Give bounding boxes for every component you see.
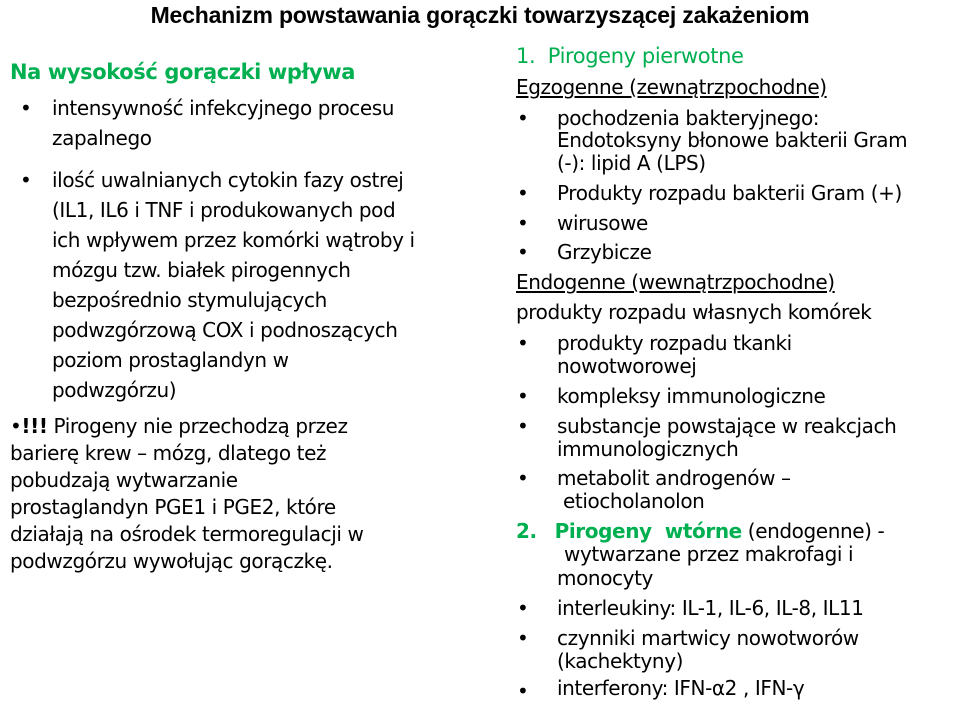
interferons-item: interferony: IFN-α2 , IFN-γ bbox=[557, 676, 805, 700]
left-warning-line4: prostaglandyn PGE1 i PGE2, które bbox=[10, 495, 336, 519]
left-b1-line2: zapalnego bbox=[52, 126, 152, 150]
substances-line1: substancje powstające w reakcjach bbox=[557, 414, 897, 438]
endogenous-subheading: produkty rozpadu własnych komórek bbox=[516, 300, 872, 324]
left-warning-line1 bbox=[10, 414, 348, 438]
left-warning-line3: pobudzają wytwarzanie bbox=[10, 468, 238, 492]
bacterial-line2: Endotoksyny błonowe bakterii Gram bbox=[557, 128, 908, 152]
interleukins-item: interleukiny: IL-1, IL-6, IL-8, IL11 bbox=[557, 596, 864, 620]
left-b2-line4: mózgu tzw. białek pirogennych bbox=[52, 258, 351, 282]
left-b2-line5: bezpośrednio stymulujących bbox=[52, 288, 327, 312]
primary-pyrogens-heading: 1. Pirogeny pierwotne bbox=[516, 44, 744, 68]
bullet-icon: • bbox=[517, 384, 529, 408]
viral-item: wirusowe bbox=[557, 211, 648, 235]
bullet-icon: • bbox=[517, 466, 529, 490]
bullet-icon: • bbox=[517, 211, 529, 235]
left-warning-line5: działają na ośrodek termoregulacji w bbox=[10, 522, 364, 546]
tumor-line2: nowotworowej bbox=[557, 354, 697, 378]
secondary-title: Pirogeny wtórne bbox=[554, 519, 742, 543]
secondary-number: 2. bbox=[516, 519, 537, 543]
bacterial-line3: (-): lipid A (LPS) bbox=[557, 151, 706, 175]
left-b2-line7: poziom prostaglandyn w bbox=[52, 348, 289, 372]
substances-line2: immunologicznych bbox=[557, 437, 739, 461]
left-b2-line8: podwzgórzu) bbox=[52, 378, 177, 402]
secondary-line3: monocyty bbox=[557, 566, 653, 590]
secondary-rest: (endogenne) - bbox=[741, 519, 885, 543]
page-title: Mechanizm powstawania gorączki towarzyszącej zakażeniom bbox=[150, 2, 810, 28]
left-b2-line6: podwzgórzową COX i podnoszących bbox=[52, 318, 398, 342]
immune-complexes-item: kompleksy immunologiczne bbox=[557, 384, 826, 408]
bacterial-line1: pochodzenia bakteryjnego: bbox=[557, 106, 820, 130]
left-b2-line1: ilość uwalnianych cytokin fazy ostrej bbox=[52, 168, 404, 192]
secondary-line2: wytwarzane przez makrofagi i bbox=[564, 542, 854, 566]
left-b1-line1: intensywność infekcyjnego procesu bbox=[52, 96, 395, 120]
secondary-pyrogens-heading bbox=[516, 519, 884, 543]
metabolite-line1: metabolit androgenów – bbox=[557, 466, 791, 490]
bullet-icon: • bbox=[20, 168, 32, 192]
left-warning-line6: podwzgórzu wywołując gorączkę. bbox=[10, 549, 333, 573]
bullet-icon: • bbox=[517, 414, 529, 438]
left-warning-line2: barierę krew – mózg, dlatego też bbox=[10, 441, 327, 465]
tumor-line1: produkty rozpadu tkanki bbox=[557, 331, 792, 355]
bullet-icon: • bbox=[20, 96, 32, 120]
endogenous-heading: Endogenne (wewnątrzpochodne) bbox=[516, 270, 835, 294]
metabolite-line2: etiocholanolon bbox=[563, 489, 705, 513]
bullet-icon: • bbox=[10, 414, 22, 438]
tnf-line2: (kachektyny) bbox=[557, 649, 684, 673]
bullet-icon: • bbox=[517, 181, 529, 205]
left-heading: Na wysokość gorączki wpływa bbox=[10, 60, 355, 84]
gram-positive-item: Produkty rozpadu bakterii Gram (+) bbox=[557, 181, 902, 205]
warning-mark: !!! bbox=[21, 414, 48, 438]
left-b2-line2: (IL1, IL6 i TNF i produkowanych pod bbox=[52, 198, 396, 222]
fungal-item: Grzybicze bbox=[557, 240, 652, 264]
bullet-icon: • bbox=[517, 240, 529, 264]
bullet-icon: • bbox=[517, 596, 529, 620]
exogenous-heading: Egzogenne (zewnątrzpochodne) bbox=[516, 75, 827, 99]
bullet-icon: • bbox=[517, 106, 529, 130]
bullet-icon: • bbox=[517, 626, 529, 650]
warning-text: Pirogeny nie przechodzą przez bbox=[53, 414, 348, 438]
tnf-line1: czynniki martwicy nowotworów bbox=[557, 626, 859, 650]
bullet-icon: • bbox=[517, 679, 529, 703]
bullet-icon: • bbox=[517, 331, 529, 355]
left-b2-line3: ich wpływem przez komórki wątroby i bbox=[52, 228, 415, 252]
